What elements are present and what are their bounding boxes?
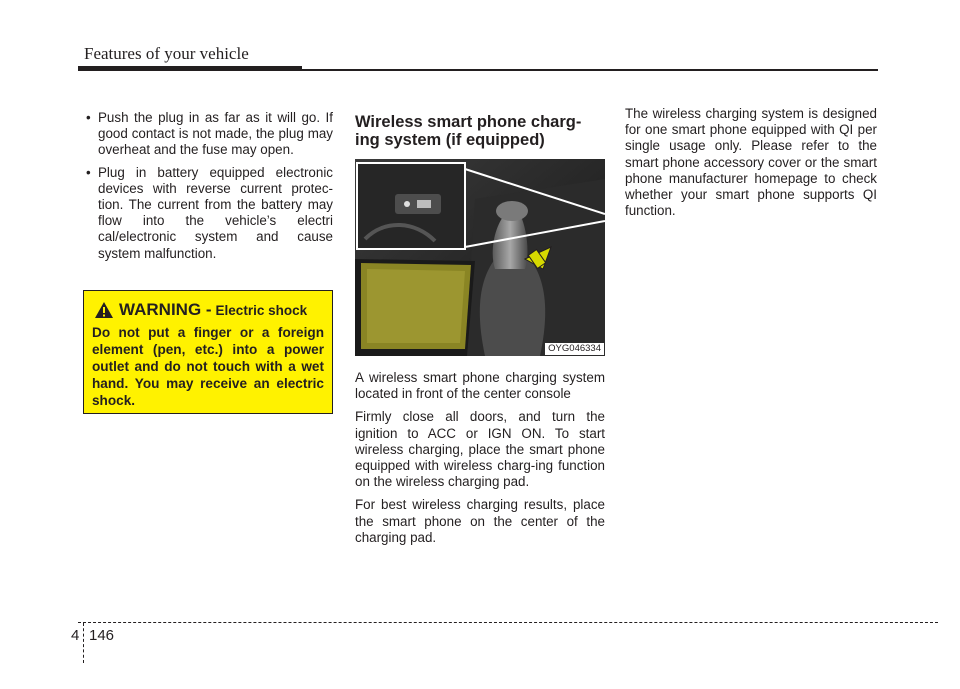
- header-rule: [78, 66, 878, 71]
- page-number: 146: [89, 627, 115, 644]
- bullet-text: Plug in battery equipped electronic devices with reverse current protec-tion. The current from the battery may flow into the vehicle’s electri cal/electronic system and cause system malfunction.: [98, 164, 333, 261]
- footer-rule: [78, 622, 938, 623]
- page-header-title: Features of your vehicle: [84, 44, 249, 63]
- warning-title: WARNING -: [119, 300, 212, 319]
- bullet-text: Push the plug in as far as it will go. If good contact is not made, the plug may overheat and the fuse may open.: [98, 110, 333, 158]
- bullet-dot: •: [86, 110, 91, 125]
- footer-divider: [83, 623, 84, 663]
- paragraph: A wireless smart phone charging system located in front of the center console: [355, 370, 605, 402]
- bullet-dot: •: [86, 164, 91, 180]
- chapter-number: 4: [71, 627, 80, 644]
- warning-subtitle: Electric shock: [215, 303, 308, 318]
- warning-box: [83, 290, 333, 414]
- warning-header: [94, 301, 307, 319]
- header-rule-thin: [302, 69, 878, 71]
- header-rule-thick: [78, 66, 302, 71]
- warning-body: Do not put a finger or a foreign element (pen, etc.) into a power outlet and do not touch with a wet hand. You may receive an electric shock.: [92, 325, 324, 408]
- left-column: [84, 110, 333, 268]
- bullet-item: [84, 110, 333, 159]
- paragraph: Firmly close all doors, and turn the ignition to ACC or IGN ON. To start wireless charging, place the smart phone equipped with wireless charg-ing function on the wireless charging pad.: [355, 409, 605, 490]
- console-illustration: [355, 159, 605, 356]
- bullet-item: [84, 165, 333, 262]
- right-column: [625, 106, 877, 226]
- wireless-charging-photo: [355, 159, 605, 356]
- paragraph: The wireless charging system is designed for one smart phone equipped with QI per single usage only. Please refer to the smart phone accessory cover or the smart phone manufacturer homepage to check whether your smart phone supports QI function.: [625, 106, 877, 219]
- paragraph: For best wireless charging results, place the smart phone on the center of the charging pad.: [355, 497, 605, 545]
- middle-column: [355, 113, 605, 553]
- figure-caption: OYG046334: [545, 343, 604, 355]
- section-heading: Wireless smart phone charg-ing system (if equipped): [355, 113, 582, 149]
- warning-triangle-icon: [94, 301, 114, 319]
